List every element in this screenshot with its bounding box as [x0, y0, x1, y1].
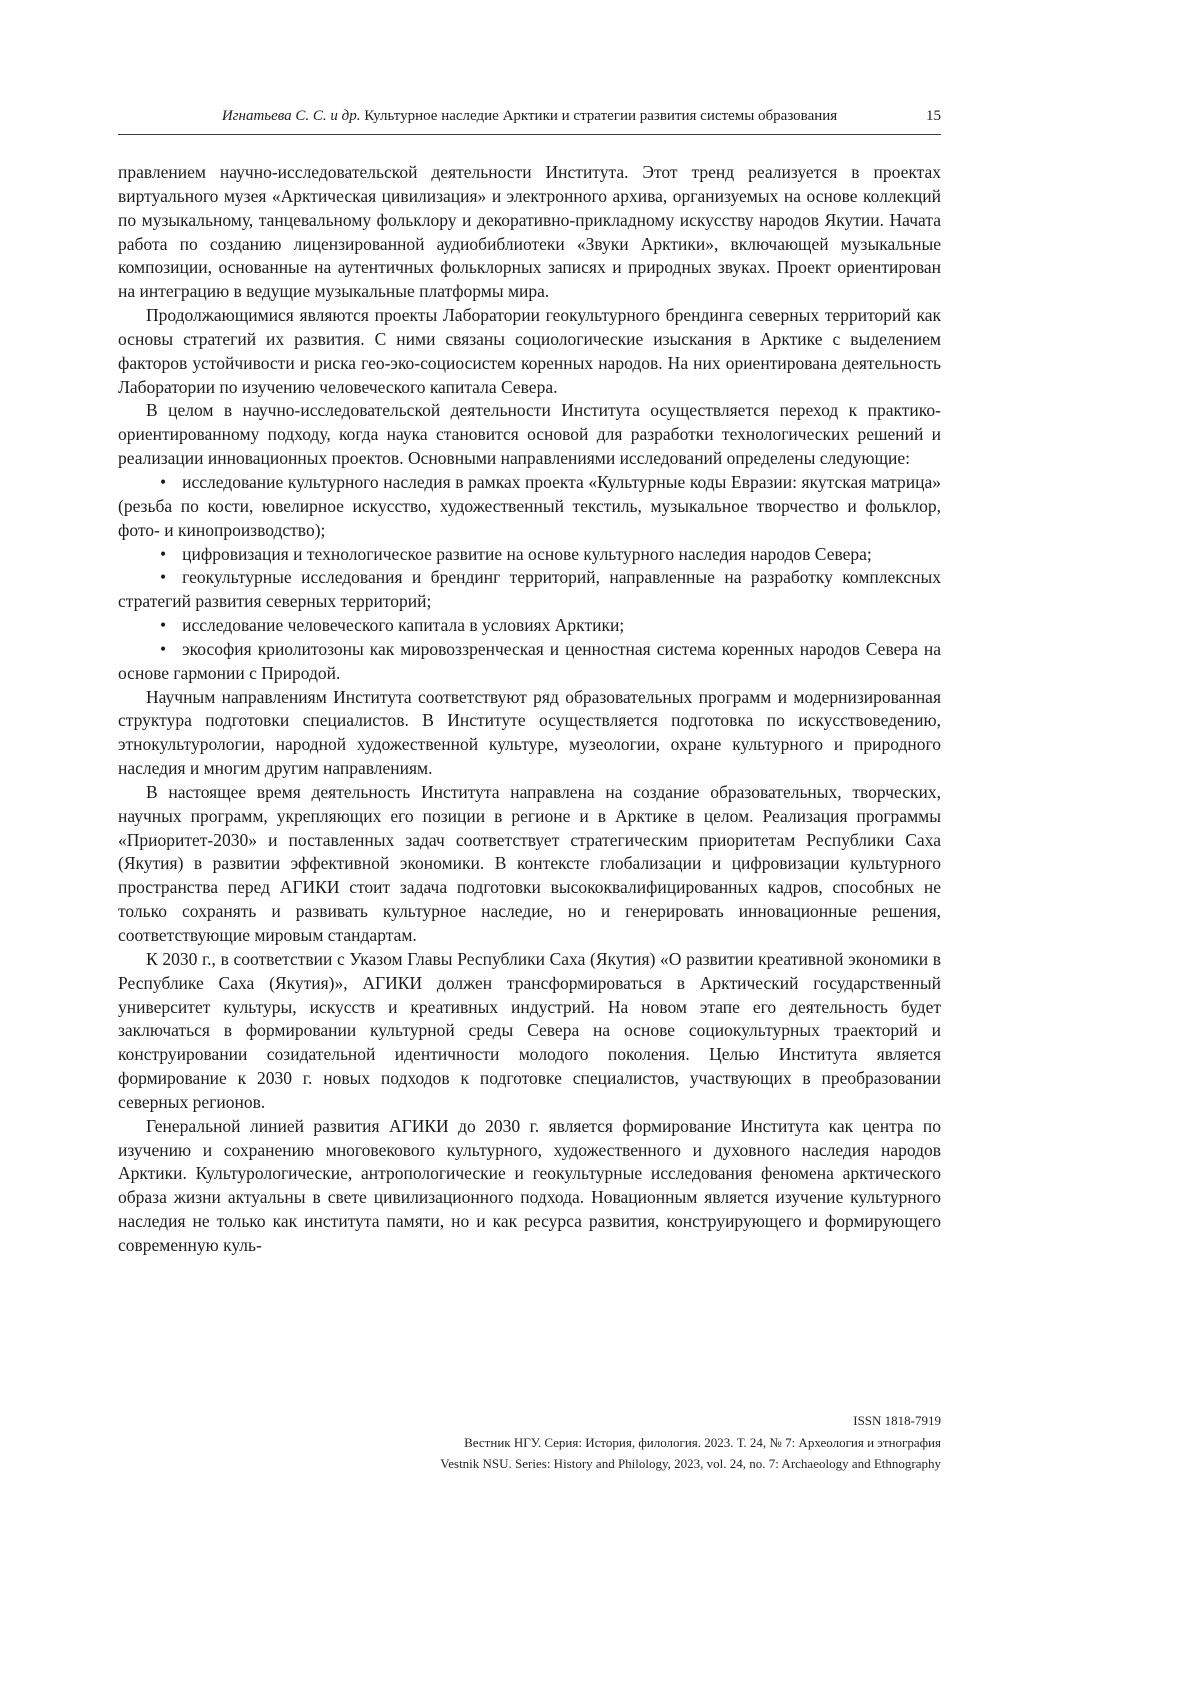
running-head-authors: Игнатьева С. С. и др.: [221, 108, 361, 124]
bullet-item: • исследование культурного наследия в рамках проекта «Культурные коды Евразии: якутская матрица» (резьба по кости, ювелирное искусство, художественный текстиль, музыкальное творчество и фольклор, фото- и кинопроизводство);: [118, 471, 941, 540]
paragraph: правлением научно-исследовательской деятельности Института. Этот тренд реализуется в проектах виртуального музея «Арктическая цивилизация» и электронного архива, организуемых на основе коллекций по музыкальному, танцевальному фольклору и декоративно-прикладному искусству народов Якутии. Начата работа по созданию лицензированной аудиобиблиотеки «Звуки Арктики», включающей музыкальные композиции, основанные на аутентичных фольклорных записях и природных звуках. Проект ориентирован на интеграцию в ведущие музыкальные платформы мира.: [118, 162, 941, 302]
page-number: 15: [926, 108, 941, 124]
page-footer: [118, 1410, 941, 1475]
bullet-item: • геокультурные исследования и брендинг территорий, направленные на разработку комплексных стратегий развития северных территорий;: [118, 567, 941, 612]
bullet-icon: •: [160, 567, 167, 588]
bullet-icon: •: [160, 615, 167, 636]
paragraph: Научным направлениям Института соответствуют ряд образовательных программ и модернизированная структура подготовки специалистов. В Институте осуществляется подготовка по искусствоведению, этнокультурологии, народной художественной культуре, музеологии, охране культурного и природного наследия и многим другим направлениям.: [118, 686, 941, 779]
bullet-icon: •: [160, 471, 167, 492]
article-body: [118, 161, 941, 1258]
footer-journal-ru: Вестник НГУ. Серия: История, филология. 2023. Т. 24, № 7: Археология и этнография: [464, 1434, 941, 1450]
paragraph: В настоящее время деятельность Института направлена на создание образовательных, творческих, научных программ, укрепляющих его позиции в регионе и в Арктике в целом. Реализация программы «Приоритет-2030» и поставленных задач соответствует стратегическим приоритетам Республики Саха (Якутия) в развитии эффективной экономики. В контексте глобализации и цифровизации культурного пространства перед АГИКИ стоит задача подготовки высококвалифицированных кадров, способных не только сохранять и развивать культурное наследие, но и генерировать инновационные решения, соответствующие мировым стандартам.: [118, 781, 941, 945]
footer-issn: ISSN 1818-7919: [853, 1413, 941, 1428]
paragraph: Продолжающимися являются проекты Лаборатории геокультурного брендинга северных территорий как основы стратегий их развития. С ними связаны социологические изыскания в Арктике с выделением факторов устойчивости и риска гео-эко-социосистем коренных народов. На них ориентирована деятельность Лаборатории по изучению человеческого капитала Севера.: [118, 305, 941, 397]
running-head: [118, 106, 941, 126]
header-rule: [118, 134, 941, 135]
bullet-icon: •: [160, 543, 167, 564]
bullet-item: • экософия криолитозоны как мировоззренческая и ценностная система коренных народов Севера на основе гармонии с Природой.: [118, 638, 941, 683]
running-head-title: Культурное наследие Арктики и стратегии развития системы образования: [364, 108, 838, 124]
paragraph: В целом в научно-исследовательской деятельности Института осуществляется переход к практико-ориентированному подходу, когда наука становится основой для разработки технологических решений и реализации инновационных проектов. Основными направлениями исследований определены следующие:: [118, 400, 941, 469]
bullet-icon: •: [160, 638, 167, 659]
paragraph: К 2030 г., в соответствии с Указом Главы Республики Саха (Якутия) «О развитии креативной экономики в Республике Саха (Якутия)», АГИКИ должен трансформироваться в Арктический государственный университет культуры, искусств и креативных индустрий. На новом этапе его деятельность будет заключаться в формировании культурной среды Севера на основе социокультурных траекторий и конструировании созидательной идентичности молодого поколения. Целью Института является формирование к 2030 г. новых подходов к подготовке специалистов, участвующих в преобразовании северных регионов.: [118, 948, 941, 1112]
paragraph: Генеральной линией развития АГИКИ до 2030 г. является формирование Института как центра по изучению и сохранению многовекового культурного, художественного и духовного наследия народов Арктики. Культурологические, антропологические и геокультурные исследования феномена арктического образа жизни актуальны в свете цивилизационного подхода. Новационным является изучение культурного наследия не только как института памяти, но и как ресурса развития, конструирующего и формирующего современную куль-: [118, 1115, 941, 1255]
bullet-item: • исследование человеческого капитала в условиях Арктики;: [160, 615, 625, 636]
bullet-item: • цифровизация и технологическое развитие на основе культурного наследия народов Севера;: [160, 543, 872, 564]
footer-journal-en: Vestnik NSU. Series: History and Philology, 2023, vol. 24, no. 7: Archaeology and Ethnography: [440, 1456, 941, 1471]
content-area: [118, 106, 941, 1258]
